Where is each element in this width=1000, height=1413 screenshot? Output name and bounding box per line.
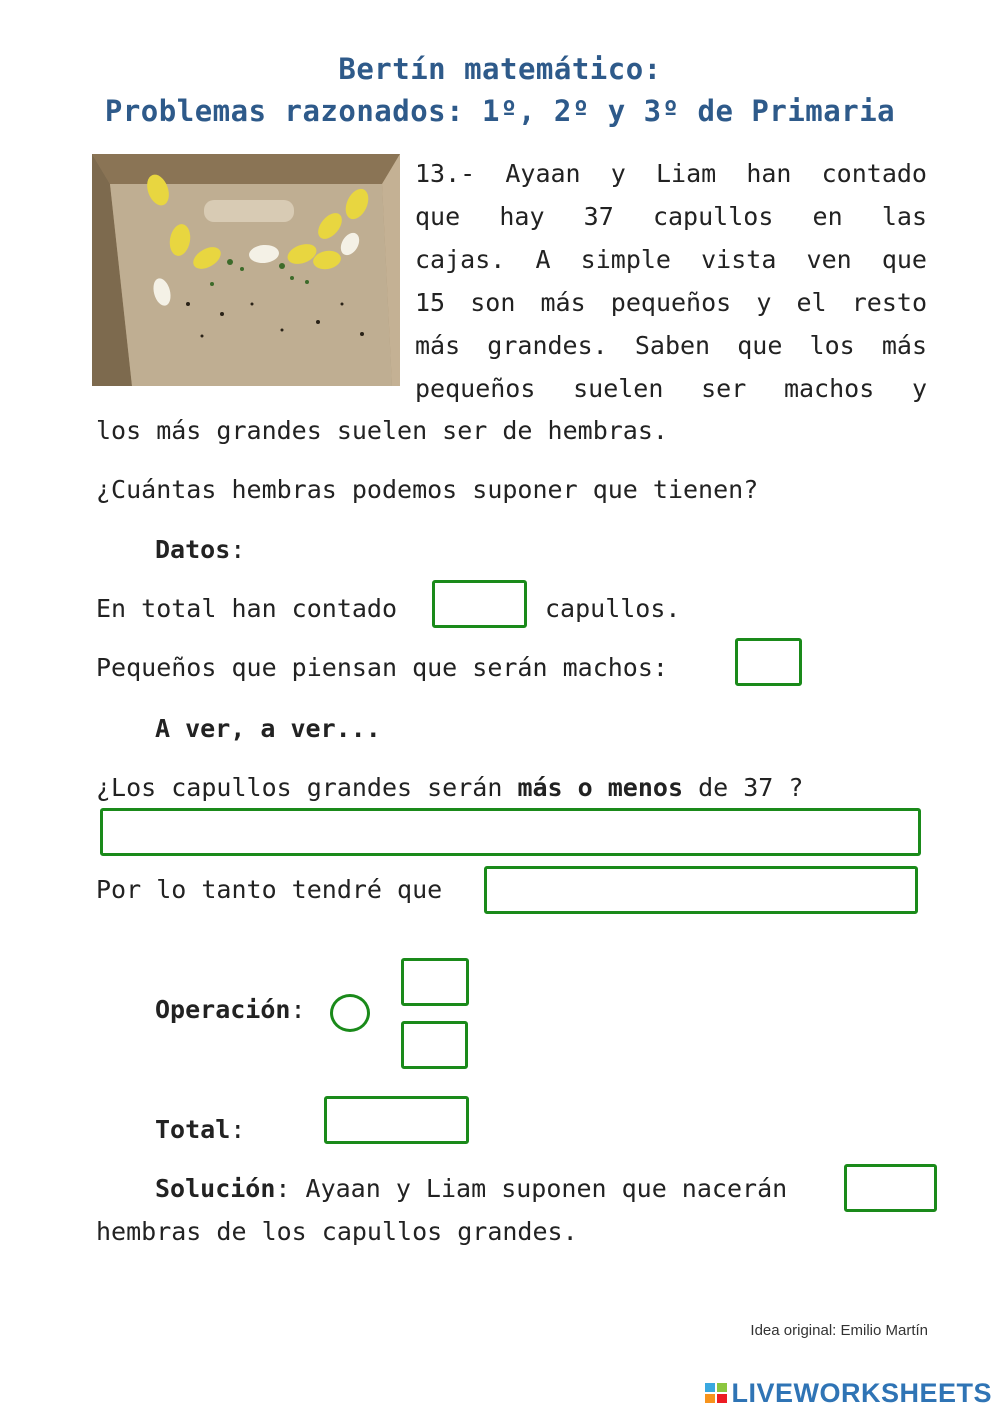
datos-heading: [155, 535, 245, 565]
problem-line: más grandes. Saben que los más: [415, 331, 927, 360]
brand: [704, 1378, 992, 1408]
total-colon: :: [230, 1115, 246, 1144]
operacion-heading: [155, 995, 306, 1025]
total-suffix: capullos.: [545, 594, 681, 623]
datos-label: Datos: [155, 535, 231, 564]
solucion-label: Solución: [155, 1174, 276, 1203]
therefore-label: Por lo tanto tendré que: [96, 875, 443, 904]
operand-top-input[interactable]: [401, 958, 469, 1006]
solucion-text: : Ayaan y Liam suponen que nacerán: [275, 1174, 788, 1203]
operacion-label: Operación: [155, 995, 291, 1024]
small-label: Pequeños que piensan que serán machos:: [96, 653, 668, 682]
total-result-input[interactable]: [324, 1096, 469, 1144]
problem-line: 13.- Ayaan y Liam han contado: [415, 159, 927, 188]
operator-input[interactable]: [330, 994, 370, 1032]
small-count-input[interactable]: [735, 638, 802, 686]
aver-q-suffix: de 37 ?: [698, 773, 804, 802]
problem-text: [415, 152, 927, 410]
problem-line: 15 son más pequeños y el resto: [415, 288, 927, 317]
solucion-line-2: hembras de los capullos grandes.: [96, 1217, 578, 1246]
therefore-input[interactable]: [484, 866, 918, 914]
liveworksheets-logo-icon: [704, 1381, 728, 1405]
aver-q-prefix: ¿Los capullos grandes serán: [96, 773, 503, 802]
brand-name: LIVEWORKSHEETS: [731, 1377, 992, 1408]
credit: Idea original: Emilio Martín: [750, 1322, 928, 1339]
title-line-1: Bertín matemático:: [338, 52, 662, 86]
total-count-input[interactable]: [432, 580, 527, 628]
total-prefix: En total han contado: [96, 594, 398, 623]
aver-q-bold: más o menos: [517, 773, 684, 802]
problem-line: cajas. A simple vista ven que: [415, 245, 927, 274]
title-line-2: Problemas razonados: 1º, 2º y 3º de Primaria: [104, 94, 896, 128]
solucion-line: [155, 1174, 787, 1204]
datos-colon: :: [230, 535, 246, 564]
operand-bottom-input[interactable]: [401, 1021, 468, 1069]
cocoons-illustration: [92, 154, 400, 386]
question: ¿Cuántas hembras podemos suponer que tienen?: [96, 475, 759, 504]
operacion-colon: :: [290, 995, 306, 1024]
aver-question: [96, 773, 803, 803]
aver-heading: A ver, a ver...: [155, 714, 381, 743]
mas-o-menos-input[interactable]: [100, 808, 921, 856]
total-heading: [155, 1115, 245, 1145]
cocoons-photo: [92, 154, 400, 386]
problem-last-line: los más grandes suelen ser de hembras.: [96, 416, 668, 445]
total-label: Total: [155, 1115, 231, 1144]
problem-line: pequeños suelen ser machos y: [415, 374, 927, 403]
problem-line: que hay 37 capullos en las: [415, 202, 927, 231]
solucion-answer-input[interactable]: [844, 1164, 937, 1212]
